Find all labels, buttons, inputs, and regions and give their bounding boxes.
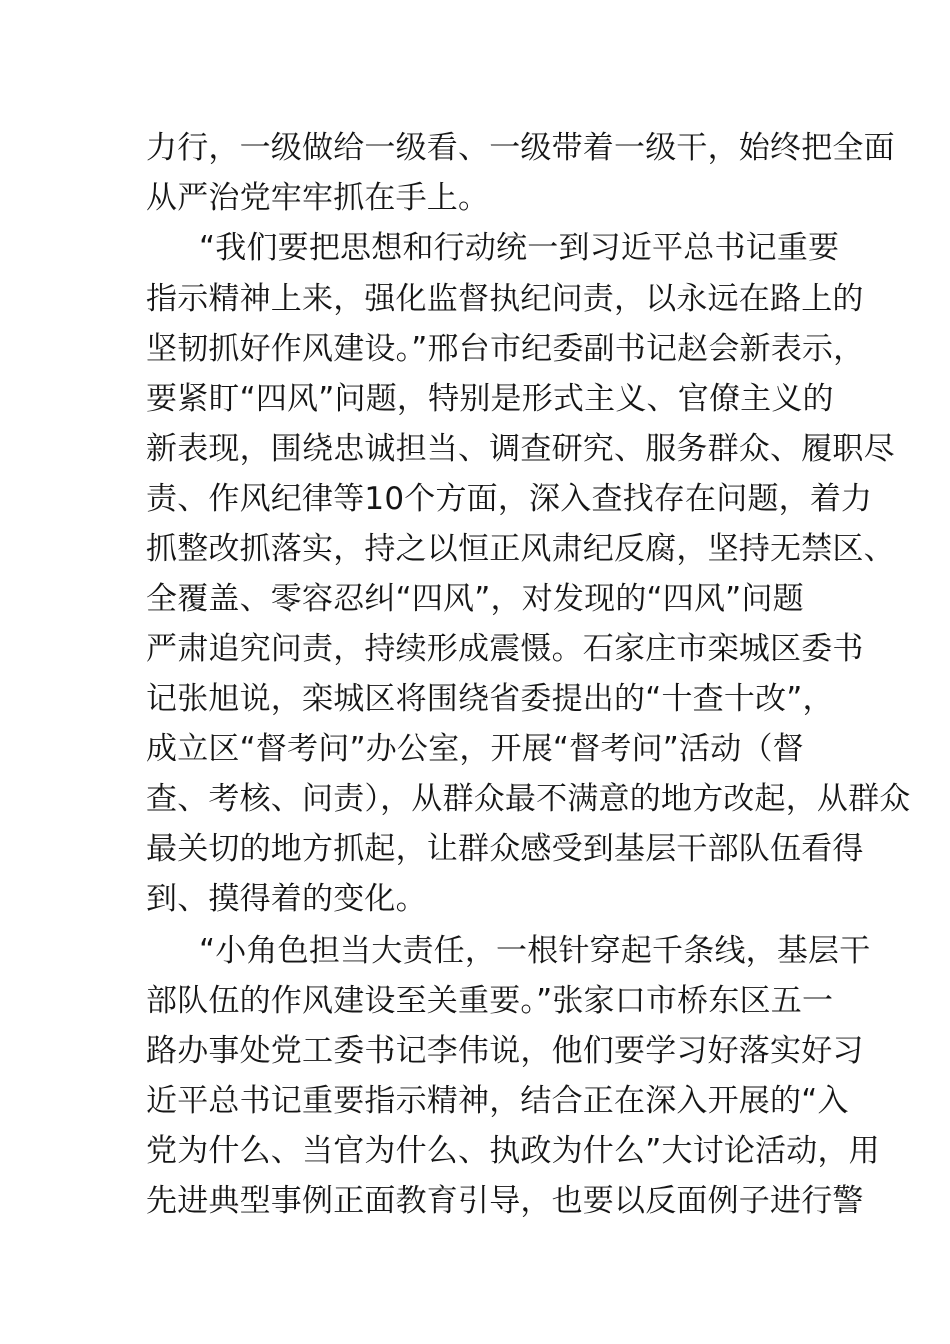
body-text-line: 党为什么、当官为什么、执政为什么”大讨论活动，用 bbox=[146, 1133, 880, 1169]
body-text-line: 记张旭说，栾城区将围绕省委提出的“十查十改”， bbox=[146, 681, 834, 717]
body-text-line: 从严治党牢牢抓在手上。 bbox=[146, 180, 490, 216]
body-text-line: 坚韧抓好作风建设。”邢台市纪委副书记赵会新表示， bbox=[146, 331, 865, 367]
body-text-line: 部队伍的作风建设至关重要。”张家口市桥东区五一 bbox=[146, 983, 834, 1019]
body-text-line: 全覆盖、零容忍纠“四风”，对发现的“四风”问题 bbox=[146, 581, 804, 617]
body-text-line: 到、摸得着的变化。 bbox=[146, 881, 427, 917]
body-text-line: 近平总书记重要指示精神，结合正在深入开展的“入 bbox=[146, 1083, 849, 1119]
body-text-line: 力行，一级做给一级看、一级带着一级干，始终把全面 bbox=[146, 130, 895, 166]
body-text-line: 抓整改抓落实，持之以恒正风肃纪反腐，坚持无禁区、 bbox=[146, 531, 895, 567]
body-text-line: 指示精神上来，强化监督执纪问责，以永远在路上的 bbox=[146, 281, 864, 317]
body-text-line: 查、考核、问责），从群众最不满意的地方改起，从群众 bbox=[146, 781, 911, 817]
body-text-line: 成立区“督考问”办公室，开展“督考问”活动（督 bbox=[146, 731, 804, 767]
body-text-line: 路办事处党工委书记李伟说，他们要学习好落实好习 bbox=[146, 1033, 864, 1069]
body-text-line: 严肃追究问责，持续形成震慑。石家庄市栾城区委书 bbox=[146, 631, 864, 667]
paragraph-first-line: “我们要把思想和行动统一到习近平总书记重要 bbox=[199, 230, 840, 266]
body-text-line: 责、作风纪律等10个方面，深入查找存在问题，着力 bbox=[146, 481, 873, 517]
body-text-line: 最关切的地方抓起，让群众感受到基层干部队伍看得 bbox=[146, 831, 864, 867]
body-text-line: 要紧盯“四风”问题，特别是形式主义、官僚主义的 bbox=[146, 381, 834, 417]
body-text-line: 先进典型事例正面教育引导，也要以反面例子进行警 bbox=[146, 1183, 864, 1219]
body-text-line: 新表现，围绕忠诚担当、调查研究、服务群众、履职尽 bbox=[146, 431, 895, 467]
paragraph-first-line: “小角色担当大责任，一根针穿起千条线，基层干 bbox=[199, 933, 871, 969]
